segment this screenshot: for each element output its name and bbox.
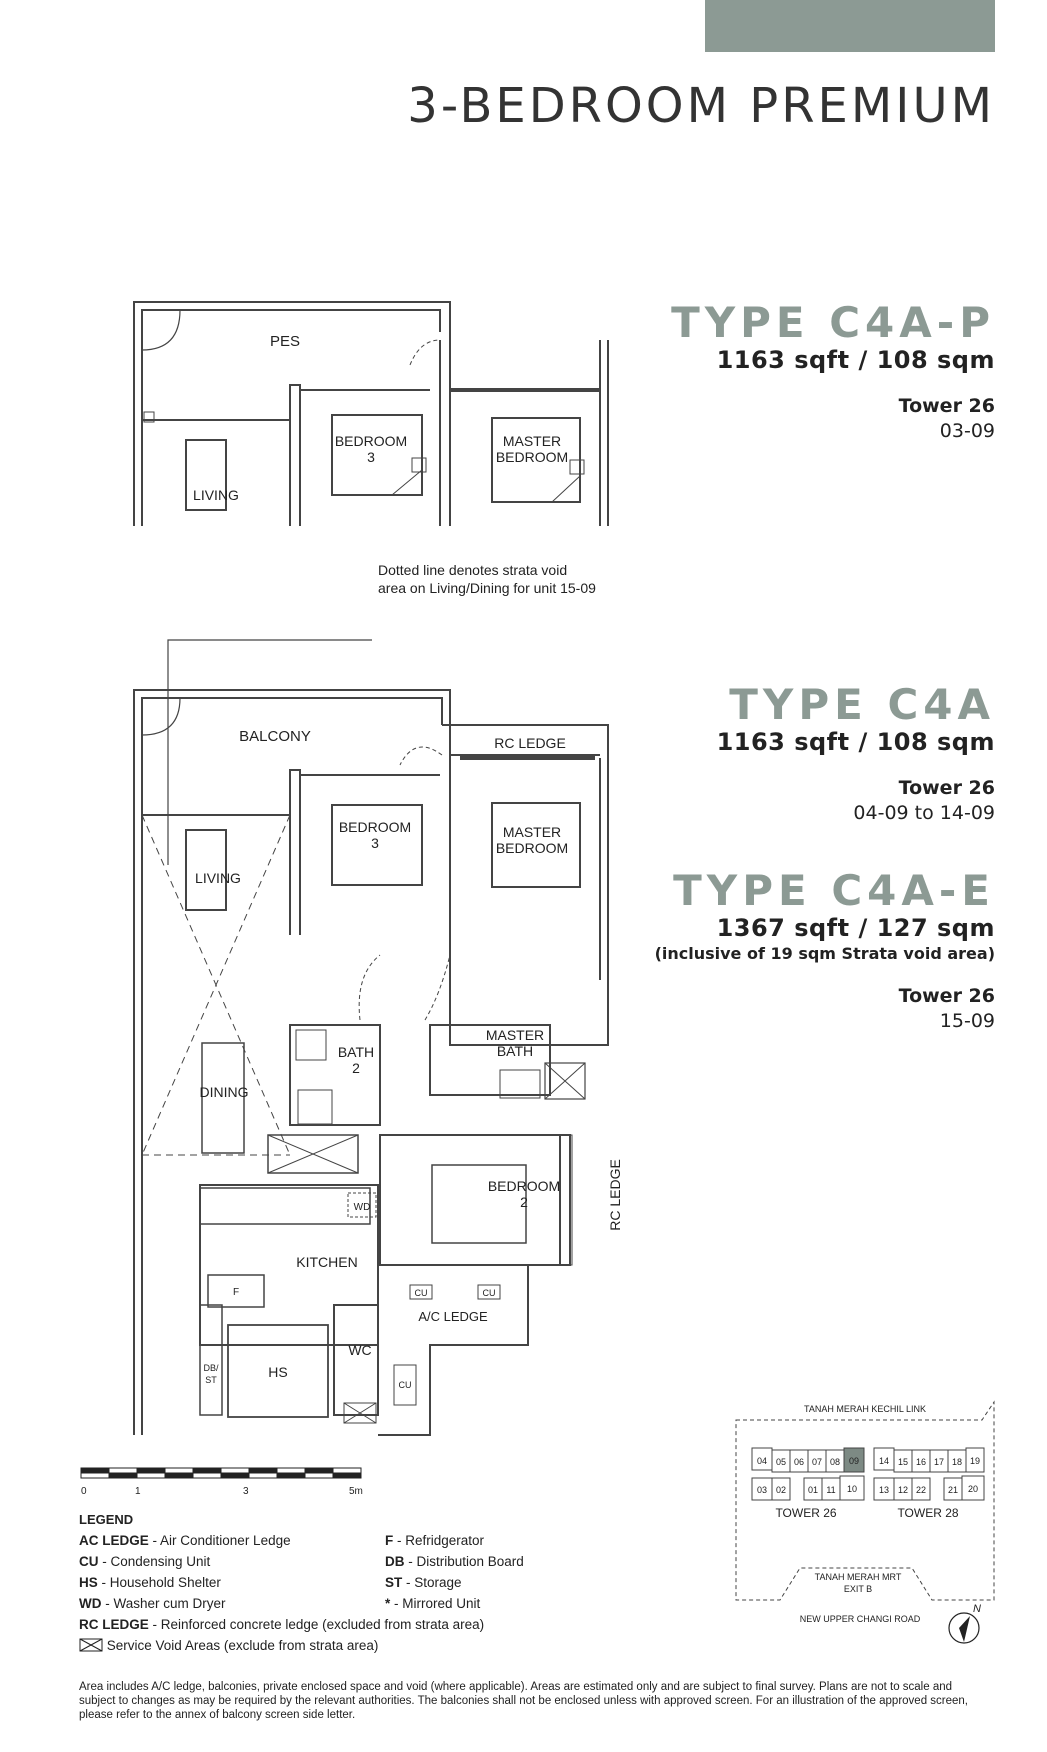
main-master-bedroom-label: BEDROOM bbox=[495, 840, 569, 856]
bedroom3-label: BEDROOM bbox=[334, 433, 408, 449]
unit-label: 19 bbox=[969, 1456, 981, 1466]
master-bath-label: MASTER bbox=[485, 1027, 545, 1043]
type-c4a-title: TYPE C4A bbox=[729, 680, 995, 729]
unit-label: 15 bbox=[897, 1457, 909, 1467]
legend-item-f: F - Refridgerator bbox=[385, 1533, 485, 1548]
type-c4a-p-area: 1163 sqft / 108 sqm bbox=[716, 346, 995, 374]
scale-label-5m: 5m bbox=[349, 1486, 363, 1497]
balcony-label: BALCONY bbox=[239, 728, 311, 745]
type-c4a-e-tower: Tower 26 bbox=[898, 985, 995, 1007]
cu-1-label: CU bbox=[414, 1288, 428, 1298]
main-bedroom3-number: 3 bbox=[371, 835, 379, 851]
legend-item-service-void: Service Void Areas (exclude from strata area) bbox=[79, 1638, 378, 1653]
legend-item-st: ST - Storage bbox=[385, 1575, 462, 1590]
cu-2-label: CU bbox=[482, 1288, 496, 1298]
unit-label: 11 bbox=[826, 1485, 836, 1495]
type-c4a-p-title: TYPE C4A-P bbox=[671, 298, 995, 347]
dining-label: DINING bbox=[199, 1084, 249, 1100]
floor-plan-c4a-p bbox=[120, 290, 620, 530]
db-label: DB/ bbox=[203, 1363, 219, 1373]
legend-title: LEGEND bbox=[79, 1512, 134, 1527]
unit-label: 04 bbox=[756, 1456, 768, 1466]
wd-label: WD bbox=[353, 1202, 371, 1213]
bedroom3-number: 3 bbox=[367, 449, 375, 465]
type-c4a-tower: Tower 26 bbox=[898, 777, 995, 799]
strata-note-line2: area on Living/Dining for unit 15-09 bbox=[378, 580, 596, 596]
bath2-label: BATH bbox=[337, 1044, 375, 1060]
rc-ledge-side-label: RC LEDGE bbox=[607, 1159, 623, 1231]
unit-label: 10 bbox=[846, 1484, 858, 1494]
unit-label: 08 bbox=[829, 1457, 841, 1467]
legend-item-ac-ledge: AC LEDGE - Air Conditioner Ledge bbox=[79, 1533, 291, 1548]
scale-label-0: 0 bbox=[81, 1486, 87, 1497]
legend-item-hs: HS - Household Shelter bbox=[79, 1575, 221, 1590]
rc-ledge-top-label: RC LEDGE bbox=[494, 735, 566, 751]
pes-label: PES bbox=[269, 333, 301, 350]
unit-label: 17 bbox=[933, 1457, 945, 1467]
unit-label: 13 bbox=[878, 1485, 890, 1495]
legend-item-db: DB - Distribution Board bbox=[385, 1554, 524, 1569]
type-c4a-p-units: 03-09 bbox=[939, 420, 995, 442]
scale-label-1: 1 bbox=[135, 1486, 141, 1497]
site-key-plan bbox=[732, 1390, 1002, 1630]
unit-label: 03 bbox=[756, 1485, 768, 1495]
tower26-label: TOWER 26 bbox=[775, 1506, 837, 1520]
unit-label: 21 bbox=[947, 1485, 959, 1495]
bottom-road-label: NEW UPPER CHANGI ROAD bbox=[799, 1614, 921, 1624]
scale-label-3: 3 bbox=[243, 1486, 249, 1497]
unit-label: 07 bbox=[811, 1457, 823, 1467]
top-road-label: TANAH MERAH KECHIL LINK bbox=[803, 1404, 927, 1414]
bath2-number: 2 bbox=[352, 1060, 360, 1076]
type-c4a-units: 04-09 to 14-09 bbox=[853, 802, 995, 824]
legend-item-cu: CU - Condensing Unit bbox=[79, 1554, 211, 1569]
fridge-label: F bbox=[232, 1287, 240, 1298]
mrt-exit-label: EXIT B bbox=[843, 1584, 873, 1594]
master-bath-label-2: BATH bbox=[496, 1043, 534, 1059]
unit-label: 01 bbox=[807, 1485, 819, 1495]
floor-plan-c4a bbox=[120, 562, 650, 1445]
st-label: ST bbox=[205, 1375, 217, 1385]
type-c4a-e-area: 1367 sqft / 127 sqm bbox=[716, 914, 995, 942]
main-master-label: MASTER bbox=[502, 824, 562, 840]
tower28-label: TOWER 28 bbox=[897, 1506, 959, 1520]
kitchen-label: KITCHEN bbox=[296, 1254, 358, 1270]
type-c4a-e-units: 15-09 bbox=[939, 1010, 995, 1032]
north-arrow-icon bbox=[944, 1600, 988, 1646]
hs-label: HS bbox=[268, 1364, 288, 1380]
ac-ledge-label: A/C LEDGE bbox=[418, 1309, 488, 1324]
unit-label: 02 bbox=[775, 1485, 787, 1495]
bedroom2-label: BEDROOM bbox=[487, 1178, 561, 1194]
type-c4a-p-tower: Tower 26 bbox=[898, 395, 995, 417]
master-label: MASTER bbox=[502, 433, 562, 449]
north-label: N bbox=[973, 1603, 981, 1615]
main-bedroom3-label: BEDROOM bbox=[338, 819, 412, 835]
living-label: LIVING bbox=[193, 487, 239, 503]
type-c4a-e-note: (inclusive of 19 sqm Strata void area) bbox=[654, 944, 995, 963]
wc-label: WC bbox=[348, 1342, 372, 1358]
unit-label: 18 bbox=[951, 1457, 963, 1467]
legend-item-mirrored: * - Mirrored Unit bbox=[385, 1596, 481, 1611]
scale-bar bbox=[79, 1466, 369, 1502]
master-bedroom-label: BEDROOM bbox=[495, 449, 569, 465]
unit-label: 14 bbox=[878, 1456, 890, 1466]
header-accent-bar bbox=[705, 0, 995, 52]
bedroom2-number: 2 bbox=[520, 1194, 528, 1210]
cu-3-label: CU bbox=[398, 1380, 412, 1390]
legend-item-wd: WD - Washer cum Dryer bbox=[79, 1596, 226, 1611]
main-living-label: LIVING bbox=[195, 870, 241, 886]
service-void-icon bbox=[79, 1638, 103, 1652]
disclaimer: Area includes A/C ledge, balconies, private enclosed space and void (where applicable). Areas are estimated only and are subject to final survey. Plans are not to scale and subject to changes as may be required by the relevant authorities. The balconies shall not be enclosed unless with approved screen. For an illustration of the approved screen, please refer to the annex of balcony screen side letter. bbox=[79, 1681, 969, 1721]
unit-label: 20 bbox=[967, 1484, 979, 1494]
page-title: 3-BEDROOM PREMIUM bbox=[407, 78, 995, 134]
strata-note-line1: Dotted line denotes strata void bbox=[378, 562, 568, 578]
unit-label: 22 bbox=[915, 1485, 927, 1495]
unit-label: 16 bbox=[915, 1457, 927, 1467]
unit-label: 12 bbox=[897, 1485, 909, 1495]
unit-label: 05 bbox=[775, 1457, 787, 1467]
legend-item-rc-ledge: RC LEDGE - Reinforced concrete ledge (excluded from strata area) bbox=[79, 1617, 485, 1632]
type-c4a-area: 1163 sqft / 108 sqm bbox=[716, 728, 995, 756]
type-c4a-e-title: TYPE C4A-E bbox=[673, 866, 995, 915]
mrt-label: TANAH MERAH MRT bbox=[814, 1572, 902, 1582]
unit-label: 06 bbox=[793, 1457, 805, 1467]
unit-label: 09 bbox=[848, 1456, 860, 1466]
